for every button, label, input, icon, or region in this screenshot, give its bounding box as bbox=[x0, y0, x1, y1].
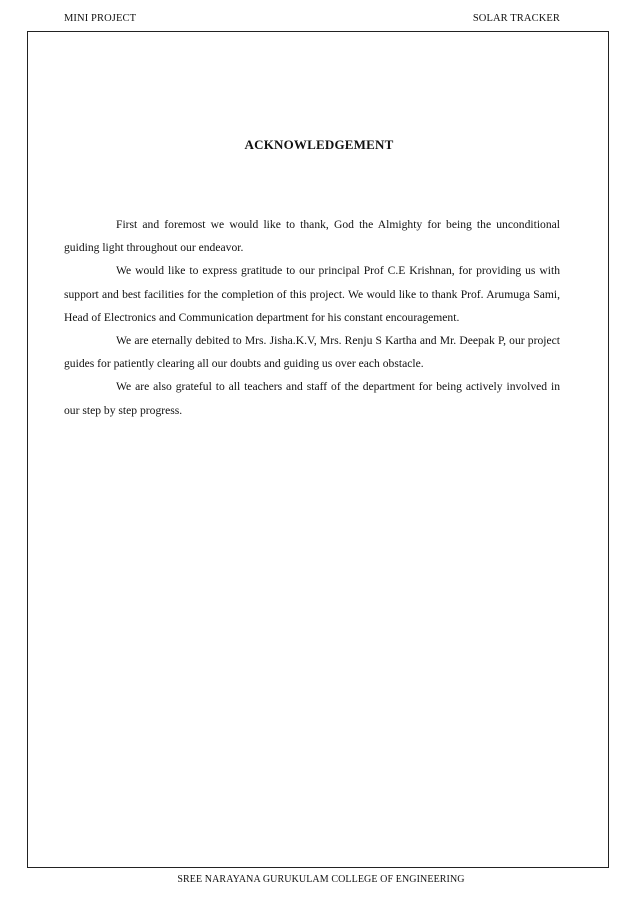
paragraph: We are also grateful to all teachers and staff of the department for being actively involved in our step by step progress. bbox=[64, 380, 560, 417]
running-header-left: MINI PROJECT bbox=[64, 13, 137, 24]
running-header-right: SOLAR TRACKER bbox=[472, 13, 560, 24]
acknowledgement-body bbox=[64, 213, 560, 422]
paragraph: We would like to express gratitude to our principal Prof C.E Krishnan, for providing us with support and best facilities for the completion of this project. We would like to thank Prof. Arumuga Sami, Head of Electronics and Communication department for his constant encouragement. bbox=[64, 264, 560, 324]
paragraph: We are eternally debited to Mrs. Jisha.K.V, Mrs. Renju S Kartha and Mr. Deepak P, our project guides for patiently clearing all our doubts and guiding us over each obstacle. bbox=[64, 334, 560, 371]
page-border bbox=[27, 31, 609, 868]
page-title: ACKNOWLEDGEMENT bbox=[244, 137, 394, 152]
running-footer: SREE NARAYANA GURUKULAM COLLEGE OF ENGINEERING bbox=[177, 874, 465, 885]
paragraph: First and foremost we would like to thank, God the Almighty for being the unconditional guiding light throughout our endeavor. bbox=[64, 218, 560, 255]
